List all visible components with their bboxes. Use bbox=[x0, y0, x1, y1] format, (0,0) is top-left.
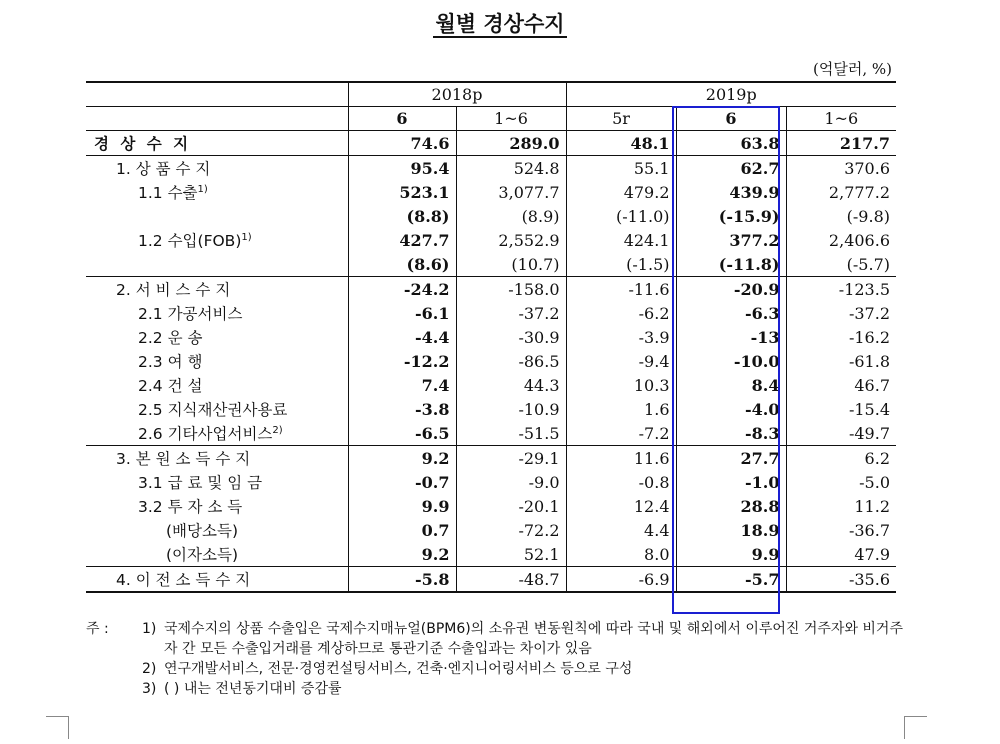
cell-value: -5.7 bbox=[676, 567, 786, 593]
cell-value: (-1.5) bbox=[566, 252, 676, 277]
cell-value: 95.4 bbox=[348, 156, 456, 181]
cell-value: -37.2 bbox=[786, 301, 896, 325]
footnote-marker: 1) bbox=[241, 231, 252, 243]
table-row bbox=[86, 421, 896, 446]
cell-value: -49.7 bbox=[786, 421, 896, 446]
cell-value: 2,406.6 bbox=[786, 228, 896, 252]
cell-value: -13 bbox=[676, 325, 786, 349]
cell-value: -4.0 bbox=[676, 397, 786, 421]
row-label bbox=[86, 252, 348, 277]
cell-value: 427.7 bbox=[348, 228, 456, 252]
cell-value: -0.8 bbox=[566, 470, 676, 494]
table-row bbox=[86, 228, 896, 252]
cell-value: -158.0 bbox=[456, 277, 566, 302]
table-row bbox=[86, 518, 896, 542]
footnote-item: 주 : 1) 국제수지의 상품 수출입은 국제수지매뉴얼(BPM6)의 소유권 변동원칙에 따라 국내 및 해외에서 이루어진 거주자와 비거주자 간 모든 수출입거래를 계상하므로 통관기준 수출입과는 차이가 있음 bbox=[86, 621, 903, 657]
table-row bbox=[86, 373, 896, 397]
table-row bbox=[86, 277, 896, 302]
table-row bbox=[86, 180, 896, 204]
header-year-2018: 2018p bbox=[348, 82, 566, 107]
cell-value: -51.5 bbox=[456, 421, 566, 446]
footnote-marker: 1) bbox=[197, 183, 208, 195]
cell-value: 524.8 bbox=[456, 156, 566, 181]
cell-value: 424.1 bbox=[566, 228, 676, 252]
cell-value: -24.2 bbox=[348, 277, 456, 302]
cell-value: 74.6 bbox=[348, 131, 456, 156]
cell-value: 3,077.7 bbox=[456, 180, 566, 204]
table-row bbox=[86, 494, 896, 518]
table-row bbox=[86, 156, 896, 181]
cell-value: 439.9 bbox=[676, 180, 786, 204]
cell-value: 370.6 bbox=[786, 156, 896, 181]
header-col: 6 bbox=[676, 107, 786, 131]
row-label: 3.1 급 료 및 임 금 bbox=[138, 474, 263, 492]
table-row bbox=[86, 325, 896, 349]
header-col: 5r bbox=[566, 107, 676, 131]
cell-value: -8.3 bbox=[676, 421, 786, 446]
cell-value: -35.6 bbox=[786, 567, 896, 593]
row-label: 2.1 가공서비스 bbox=[138, 305, 243, 323]
table-row bbox=[86, 567, 896, 593]
row-label: (배당소득) bbox=[166, 522, 238, 540]
unit-label: (억달러, %) bbox=[813, 60, 892, 78]
cell-value: (-11.0) bbox=[566, 204, 676, 228]
cell-value: (10.7) bbox=[456, 252, 566, 277]
table-row bbox=[86, 301, 896, 325]
row-label: 2.6 기타사업서비스$^{2)}$ bbox=[138, 424, 283, 443]
cell-value: 1.6 bbox=[566, 397, 676, 421]
cell-value: -1.0 bbox=[676, 470, 786, 494]
cell-value: -11.6 bbox=[566, 277, 676, 302]
cell-value: 48.1 bbox=[566, 131, 676, 156]
table-row bbox=[86, 204, 896, 228]
cell-value: -37.2 bbox=[456, 301, 566, 325]
cell-value: 523.1 bbox=[348, 180, 456, 204]
cell-value: -12.2 bbox=[348, 349, 456, 373]
header-row-months bbox=[86, 107, 896, 131]
cell-value: -20.9 bbox=[676, 277, 786, 302]
cell-value: 2,777.2 bbox=[786, 180, 896, 204]
crop-mark-right bbox=[904, 716, 927, 739]
cell-value: -10.9 bbox=[456, 397, 566, 421]
cell-value: (-9.8) bbox=[786, 204, 896, 228]
cell-value: -15.4 bbox=[786, 397, 896, 421]
cell-value: -123.5 bbox=[786, 277, 896, 302]
row-label: 2.2 운 송 bbox=[138, 329, 203, 347]
current-account-table bbox=[86, 81, 896, 593]
cell-value: -7.2 bbox=[566, 421, 676, 446]
header-col: 6 bbox=[348, 107, 456, 131]
cell-value: 63.8 bbox=[676, 131, 786, 156]
table-row bbox=[86, 252, 896, 277]
table-row bbox=[86, 446, 896, 471]
row-label: (이자소득) bbox=[166, 546, 238, 564]
cell-value: 8.0 bbox=[566, 542, 676, 567]
cell-value: -3.8 bbox=[348, 397, 456, 421]
cell-value: (-15.9) bbox=[676, 204, 786, 228]
header-col: 1~6 bbox=[786, 107, 896, 131]
row-label: 3.2 투 자 소 득 bbox=[138, 498, 243, 516]
cell-value: 62.7 bbox=[676, 156, 786, 181]
cell-value: 2,552.9 bbox=[456, 228, 566, 252]
cell-value: -30.9 bbox=[456, 325, 566, 349]
row-label bbox=[86, 204, 348, 228]
footnote-marker: 2) bbox=[272, 424, 283, 436]
row-label: 1.1 수출$^{1)}$ bbox=[138, 183, 208, 202]
row-label: 2.4 건 설 bbox=[138, 377, 203, 395]
cell-value: 10.3 bbox=[566, 373, 676, 397]
cell-value: -10.0 bbox=[676, 349, 786, 373]
cell-value: -16.2 bbox=[786, 325, 896, 349]
cell-value: 18.9 bbox=[676, 518, 786, 542]
cell-value: -3.9 bbox=[566, 325, 676, 349]
table-row bbox=[86, 131, 896, 156]
cell-value: 0.7 bbox=[348, 518, 456, 542]
cell-value: (-11.8) bbox=[676, 252, 786, 277]
cell-value: 9.2 bbox=[348, 446, 456, 471]
cell-value: -6.2 bbox=[566, 301, 676, 325]
table-row bbox=[86, 470, 896, 494]
cell-value: -6.3 bbox=[676, 301, 786, 325]
row-label: 2. 서 비 스 수 지 bbox=[86, 277, 348, 302]
cell-value: -4.4 bbox=[348, 325, 456, 349]
cell-value: -48.7 bbox=[456, 567, 566, 593]
cell-value: 479.2 bbox=[566, 180, 676, 204]
page-title: 월별 경상수지 bbox=[435, 12, 565, 36]
cell-value: 8.4 bbox=[676, 373, 786, 397]
cell-value: (8.8) bbox=[348, 204, 456, 228]
cell-value: 11.2 bbox=[786, 494, 896, 518]
table-row bbox=[86, 542, 896, 567]
table-row bbox=[86, 349, 896, 373]
header-col: 1~6 bbox=[456, 107, 566, 131]
cell-value: -29.1 bbox=[456, 446, 566, 471]
cell-value: -5.0 bbox=[786, 470, 896, 494]
cell-value: 6.2 bbox=[786, 446, 896, 471]
footnotes bbox=[86, 619, 916, 699]
cell-value: -20.1 bbox=[456, 494, 566, 518]
cell-value: 44.3 bbox=[456, 373, 566, 397]
cell-value: (8.9) bbox=[456, 204, 566, 228]
cell-value: 47.9 bbox=[786, 542, 896, 567]
crop-mark-left bbox=[46, 716, 69, 739]
table-row bbox=[86, 397, 896, 421]
cell-value: 7.4 bbox=[348, 373, 456, 397]
row-label: 1.2 수입(FOB)$^{1)}$ bbox=[138, 231, 252, 250]
cell-value: (-5.7) bbox=[786, 252, 896, 277]
cell-value: 28.8 bbox=[676, 494, 786, 518]
cell-value: 9.2 bbox=[348, 542, 456, 567]
row-label: 4. 이 전 소 득 수 지 bbox=[86, 567, 348, 593]
cell-value: 4.4 bbox=[566, 518, 676, 542]
footnote-item: 2) 연구개발서비스, 전문·경영컨설팅서비스, 건축·엔지니어링서비스 등으로 구성 bbox=[142, 661, 633, 677]
row-label: 3. 본 원 소 득 수 지 bbox=[86, 446, 348, 471]
cell-value: 289.0 bbox=[456, 131, 566, 156]
cell-value: -6.9 bbox=[566, 567, 676, 593]
cell-value: -6.5 bbox=[348, 421, 456, 446]
cell-value: 52.1 bbox=[456, 542, 566, 567]
row-label: 경 상 수 지 bbox=[86, 131, 348, 156]
cell-value: -9.0 bbox=[456, 470, 566, 494]
cell-value: -9.4 bbox=[566, 349, 676, 373]
footnote-item: 3) ( ) 내는 전년동기대비 증감률 bbox=[142, 681, 342, 697]
row-label: 2.5 지식재산권사용료 bbox=[138, 401, 288, 419]
cell-value: 27.7 bbox=[676, 446, 786, 471]
cell-value: 55.1 bbox=[566, 156, 676, 181]
cell-value: -36.7 bbox=[786, 518, 896, 542]
cell-value: 46.7 bbox=[786, 373, 896, 397]
cell-value: 11.6 bbox=[566, 446, 676, 471]
cell-value: -72.2 bbox=[456, 518, 566, 542]
cell-value: 9.9 bbox=[676, 542, 786, 567]
cell-value: -5.8 bbox=[348, 567, 456, 593]
cell-value: 217.7 bbox=[786, 131, 896, 156]
cell-value: -86.5 bbox=[456, 349, 566, 373]
header-year-2019: 2019p bbox=[566, 82, 896, 107]
row-label: 1. 상 품 수 지 bbox=[86, 156, 348, 181]
footnote-prefix: 주 : bbox=[86, 621, 109, 637]
cell-value: -6.1 bbox=[348, 301, 456, 325]
cell-value: (8.6) bbox=[348, 252, 456, 277]
cell-value: -0.7 bbox=[348, 470, 456, 494]
cell-value: 12.4 bbox=[566, 494, 676, 518]
cell-value: -61.8 bbox=[786, 349, 896, 373]
row-label: 2.3 여 행 bbox=[138, 353, 203, 371]
cell-value: 377.2 bbox=[676, 228, 786, 252]
header-row-years bbox=[86, 82, 896, 107]
cell-value: 9.9 bbox=[348, 494, 456, 518]
